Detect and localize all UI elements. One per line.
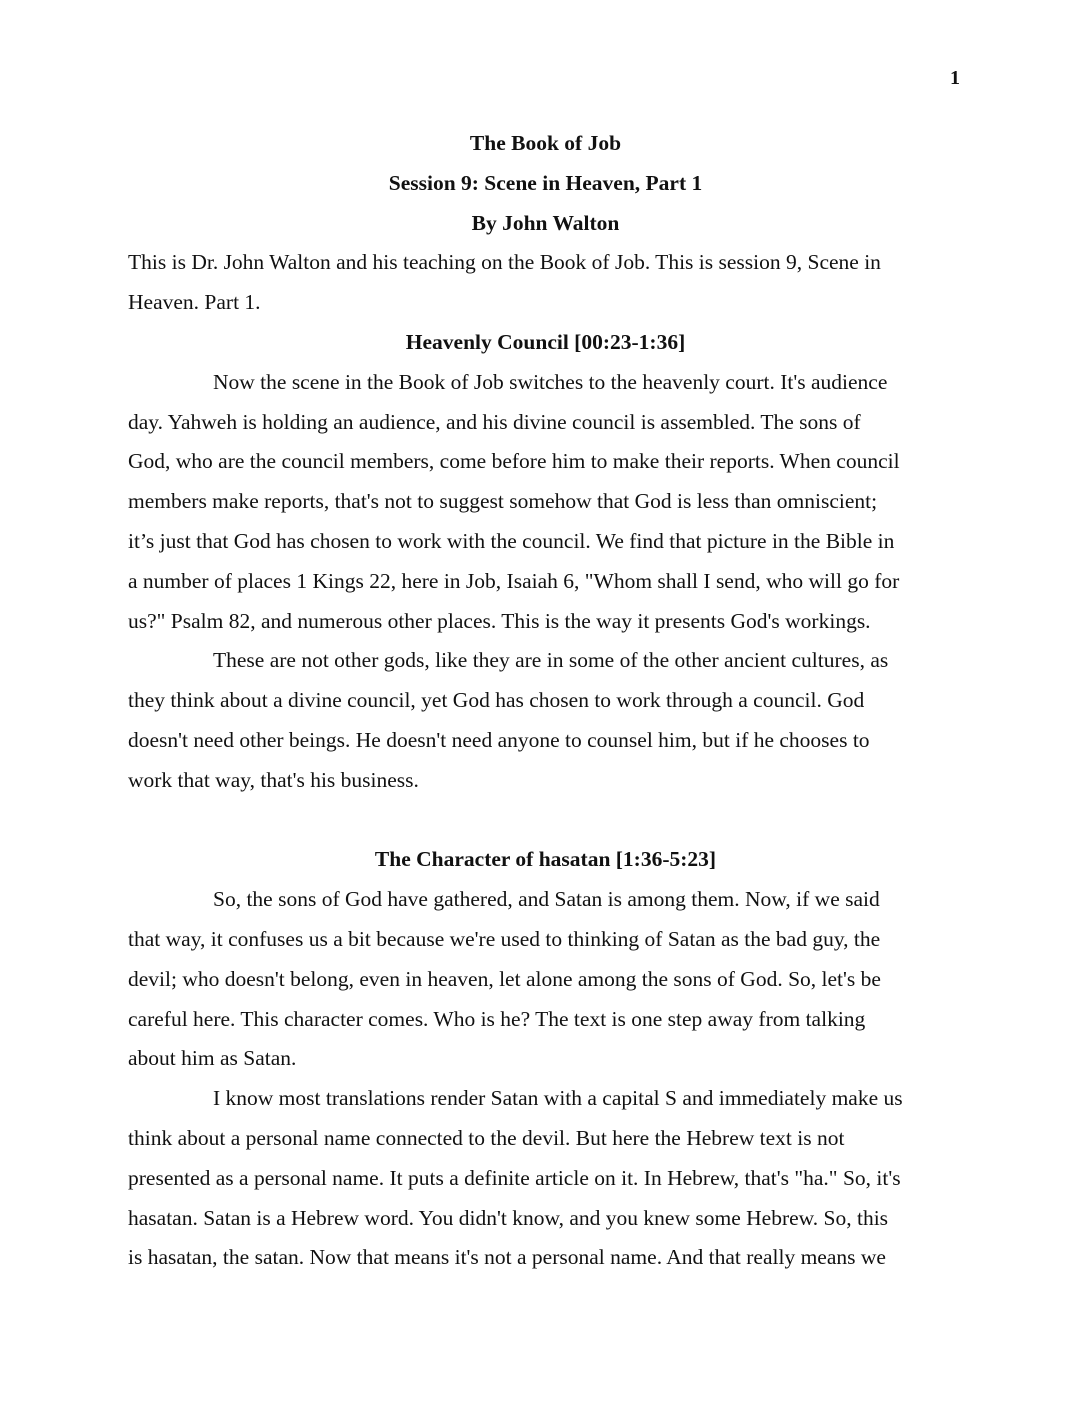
- text-line: These are not other gods, like they are in some of the other ancient cultures, as: [213, 648, 889, 673]
- text-line: careful here. This character comes. Who is he? The text is one step away from talking: [128, 1006, 866, 1031]
- paragraph: [128, 641, 963, 800]
- text-line: This is Dr. John Walton and his teaching on the Book of Job. This is session 9, Scene in: [128, 250, 881, 275]
- text-line: a number of places 1 Kings 22, here in Job, Isaiah 6, "Whom shall I send, who will go for: [128, 568, 900, 593]
- text-line: is hasatan, the satan. Now that means it's not a personal name. And that really means we: [128, 1245, 886, 1270]
- section-heading-character-of-hasatan: The Character of hasatan [1:36-5:23]: [374, 847, 717, 872]
- text-line: Heaven. Part 1.: [128, 290, 261, 315]
- text-line: hasatan. Satan is a Hebrew word. You didn't know, and you knew some Hebrew. So, this: [128, 1205, 889, 1230]
- paragraph: [128, 363, 963, 642]
- document-title: The Book of Job: [469, 131, 622, 155]
- text-line: presented as a personal name. It puts a definite article on it. In Hebrew, that's "ha." So, it's: [128, 1165, 901, 1190]
- section-heading-heavenly-council: Heavenly Council [00:23-1:36]: [405, 329, 686, 354]
- text-line: about him as Satan.: [128, 1046, 297, 1071]
- text-line: members make reports, that's not to suggest somehow that God is less than omniscient;: [128, 489, 878, 514]
- text-line: I know most translations render Satan with a capital S and immediately make us: [213, 1086, 903, 1111]
- text-line: devil; who doesn't belong, even in heaven, let alone among the sons of God. So, let's be: [128, 966, 881, 991]
- blank-line: [128, 801, 963, 841]
- text-line: us?" Psalm 82, and numerous other places. This is the way it presents God's workings.: [128, 608, 871, 633]
- paragraph: [128, 1079, 963, 1278]
- document-content: [128, 124, 963, 1278]
- page-number: 1: [950, 67, 960, 89]
- text-line: work that way, that's his business.: [128, 767, 419, 792]
- text-line: they think about a divine council, yet God has chosen to work through a council. God: [128, 688, 865, 713]
- document-author: By John Walton: [471, 210, 620, 235]
- text-line: Now the scene in the Book of Job switches to the heavenly court. It's audience: [213, 369, 888, 394]
- paragraph: [128, 880, 963, 1079]
- text-line: God, who are the council members, come before him to make their reports. When council: [128, 449, 900, 474]
- text-line: So, the sons of God have gathered, and Satan is among them. Now, if we said: [213, 887, 880, 912]
- text-line: that way, it confuses us a bit because we're used to thinking of Satan as the bad guy, the: [128, 926, 881, 951]
- intro-paragraph: [128, 243, 963, 323]
- text-line: think about a personal name connected to the devil. But here the Hebrew text is not: [128, 1125, 845, 1150]
- text-line: it’s just that God has chosen to work with the council. We find that picture in the Bible in: [128, 528, 895, 553]
- text-line: doesn't need other beings. He doesn't need anyone to counsel him, but if he chooses to: [128, 727, 870, 752]
- document-subtitle: Session 9: Scene in Heaven, Part 1: [388, 170, 703, 195]
- text-line: day. Yahweh is holding an audience, and his divine council is assembled. The sons of: [128, 409, 861, 434]
